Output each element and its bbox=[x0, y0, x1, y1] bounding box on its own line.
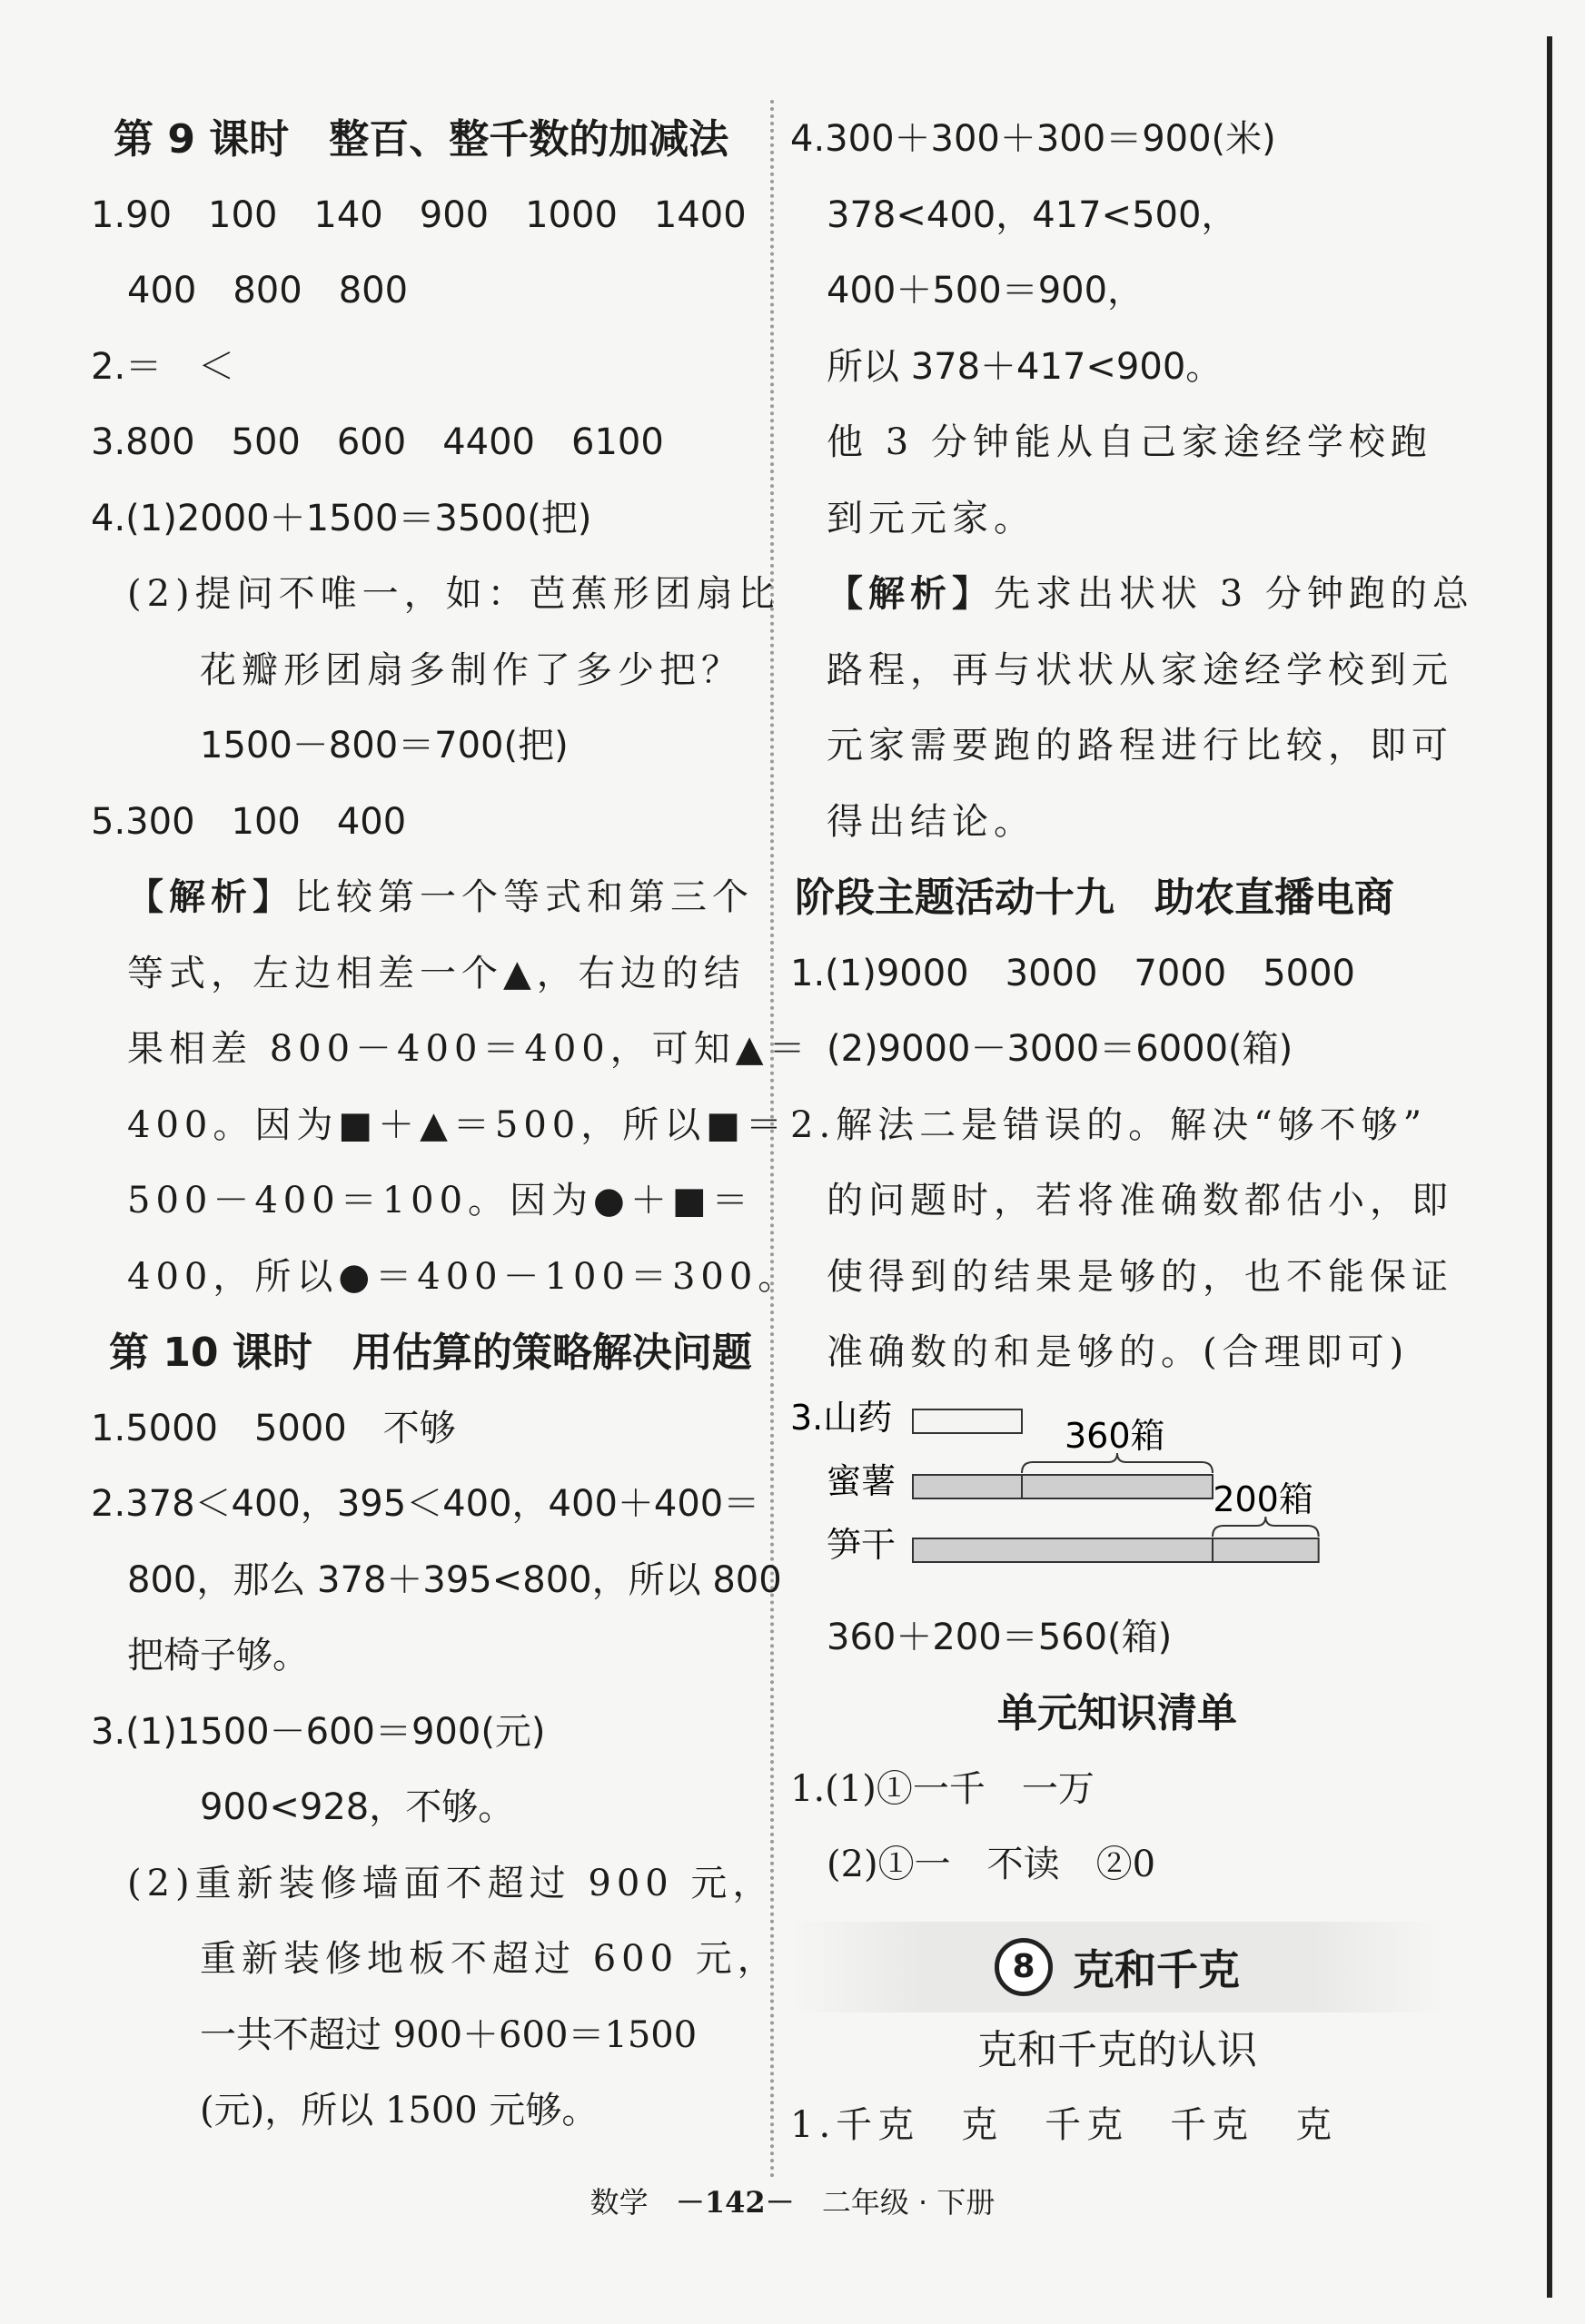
a19-q1-part1: 1.(1)9000 3000 7000 5000 bbox=[790, 952, 1356, 994]
right-column bbox=[790, 102, 1474, 2164]
q4-line1: 4.300＋300＋300＝900(米) bbox=[790, 118, 1276, 160]
l10-q3-part1-line2: 900<928，不够。 bbox=[200, 1786, 515, 1828]
segment-diagram bbox=[790, 1391, 1444, 1609]
analysis-text: 比较第一个等式和第三个 bbox=[294, 876, 754, 918]
page-edge-rule bbox=[1547, 36, 1552, 2298]
unit-8-title: 克和千克 bbox=[1073, 1944, 1240, 1994]
a19-q2-line1: 2.解法二是错误的。解决“够不够” bbox=[790, 1103, 1428, 1146]
q4-analysis-line2: 路程，再与状状从家途经学校到元 bbox=[827, 648, 1453, 691]
l9-q4-part2-line3: 1500－800＝700(把) bbox=[200, 725, 569, 766]
l9-q5: 5.300 100 400 bbox=[91, 800, 407, 843]
l10-q2-line2: 800，那么 378＋395<800，所以 800 bbox=[127, 1558, 782, 1601]
l10-q3-part1-line1: 3.(1)1500－600＝900(元) bbox=[91, 1710, 546, 1753]
a19-q2-line4: 准确数的和是够的。(合理即可) bbox=[827, 1331, 1410, 1373]
a19-q3-equation: 360＋200＝560(箱) bbox=[827, 1616, 1173, 1658]
q4-analysis-line4: 得出结论。 bbox=[827, 800, 1035, 843]
l9-q4-part1: 4.(1)2000＋1500＝3500(把) bbox=[91, 497, 592, 539]
a19-q2-line3: 使得到的结果是够的，也不能保证 bbox=[827, 1255, 1453, 1298]
q4-line2: 378<400，417<500， bbox=[827, 193, 1238, 236]
q4-line3: 400＋500＝900， bbox=[827, 270, 1144, 312]
l10-q3-part2-line4: (元)，所以 1500 元够。 bbox=[200, 2090, 599, 2131]
l10-q2-line3: 把椅子够。 bbox=[127, 1635, 309, 1676]
unit-knowledge-title: 单元知识清单 bbox=[997, 1690, 1237, 1736]
q4-analysis-line3: 元家需要跑的路程进行比较，即可 bbox=[827, 725, 1453, 766]
q4-line6: 到元元家。 bbox=[827, 497, 1035, 539]
label-sungan: 笋干 bbox=[827, 1524, 897, 1565]
footer-subject: 数学 bbox=[589, 2185, 649, 2220]
analysis-tag: 【解析】 bbox=[127, 876, 294, 918]
l9-q5-analysis-line3: 果相差 800－400＝400，可知▲＝ bbox=[127, 1028, 811, 1070]
label-mishu: 蜜薯 bbox=[827, 1460, 897, 1501]
ul-q1-part2: (2)①一 不读 ②0 bbox=[827, 1844, 1156, 1885]
lesson-9-title: 第 9 课时 整百、整千数的加减法 bbox=[114, 116, 729, 163]
a19-q2-line2: 的问题时，若将准确数都估小，即 bbox=[827, 1180, 1453, 1221]
unit-number-badge: 8 bbox=[995, 1938, 1053, 1996]
page-number: －142－ bbox=[675, 2185, 795, 2220]
analysis-tag: 【解析】 bbox=[827, 573, 994, 615]
bar-蜜薯 bbox=[913, 1475, 1213, 1498]
l9-q5-analysis-line4: 400。因为■＋▲＝500，所以■＝ bbox=[127, 1103, 788, 1146]
activity-19-title: 阶段主题活动十九 助农直播电商 bbox=[795, 875, 1394, 921]
l9-q5-analysis-line5: 500－400＝100。因为●＋■＝ bbox=[127, 1180, 754, 1221]
left-column bbox=[91, 102, 811, 2150]
annotation-200: 200箱 bbox=[1213, 1478, 1313, 1519]
l10-q2-line1: 2.378＜400，395＜400，400＋400＝ bbox=[91, 1483, 760, 1525]
q4-line4: 所以 378＋417<900。 bbox=[827, 345, 1223, 388]
l10-q3-part2-line1: (2)重新装修墙面不超过 900 元， bbox=[127, 1862, 775, 1904]
unit-8-banner bbox=[790, 1922, 1444, 2012]
footer-grade: 二年级 · 下册 bbox=[821, 2185, 996, 2220]
l9-q2: 2.＝ ＜ bbox=[91, 345, 235, 388]
l10-q3-part2-line2: 重新装修地板不超过 600 元， bbox=[200, 1938, 779, 1980]
q4-analysis-line1 bbox=[790, 557, 1474, 633]
l9-q1-line1: 1.90 100 140 900 1000 1400 bbox=[91, 193, 747, 236]
segment-diagram-svg bbox=[790, 1391, 1444, 1609]
q4-line5: 他 3 分钟能从自己家途经学校跑 bbox=[827, 421, 1432, 463]
brace-360 bbox=[1022, 1453, 1213, 1473]
l9-q3: 3.800 500 600 4400 6100 bbox=[91, 421, 664, 463]
u8-q1: 1.千克 克 千克 千克 克 bbox=[790, 2104, 1338, 2146]
page-footer bbox=[0, 2180, 1585, 2221]
l9-q5-analysis-line1 bbox=[91, 860, 763, 936]
bar-笋干 bbox=[913, 1538, 1319, 1562]
analysis-text: 先求出状状 3 分钟跑的总 bbox=[994, 573, 1474, 615]
l9-q4-part2-line1: (2)提问不唯一，如：芭蕉形团扇比 bbox=[127, 573, 780, 615]
unit-8-subtitle: 克和千克的认识 bbox=[977, 2026, 1257, 2073]
l10-q3-part2-line3: 一共不超过 900＋600＝1500 bbox=[200, 2013, 698, 2056]
l9-q1-line2: 400 800 800 bbox=[127, 270, 409, 312]
lesson-10-title: 第 10 课时 用估算的策略解决问题 bbox=[109, 1330, 752, 1376]
l10-q1: 1.5000 5000 不够 bbox=[91, 1407, 456, 1449]
annotation-360: 360箱 bbox=[1065, 1415, 1165, 1456]
bar-山药 bbox=[913, 1409, 1022, 1433]
label-shanyao: 3.山药 bbox=[790, 1397, 893, 1438]
brace-200 bbox=[1213, 1517, 1319, 1537]
ul-q1-part1: 1.(1)①一千 一万 bbox=[790, 1767, 1095, 1810]
l9-q5-analysis-line6: 400，所以●＝400－100＝300。 bbox=[127, 1255, 800, 1298]
l9-q4-part2-line2: 花瓣形团扇多制作了多少把？ bbox=[200, 648, 743, 691]
a19-q1-part2: (2)9000－3000＝6000(箱) bbox=[827, 1028, 1293, 1070]
l9-q5-analysis-line2: 等式，左边相差一个▲，右边的结 bbox=[127, 952, 746, 994]
